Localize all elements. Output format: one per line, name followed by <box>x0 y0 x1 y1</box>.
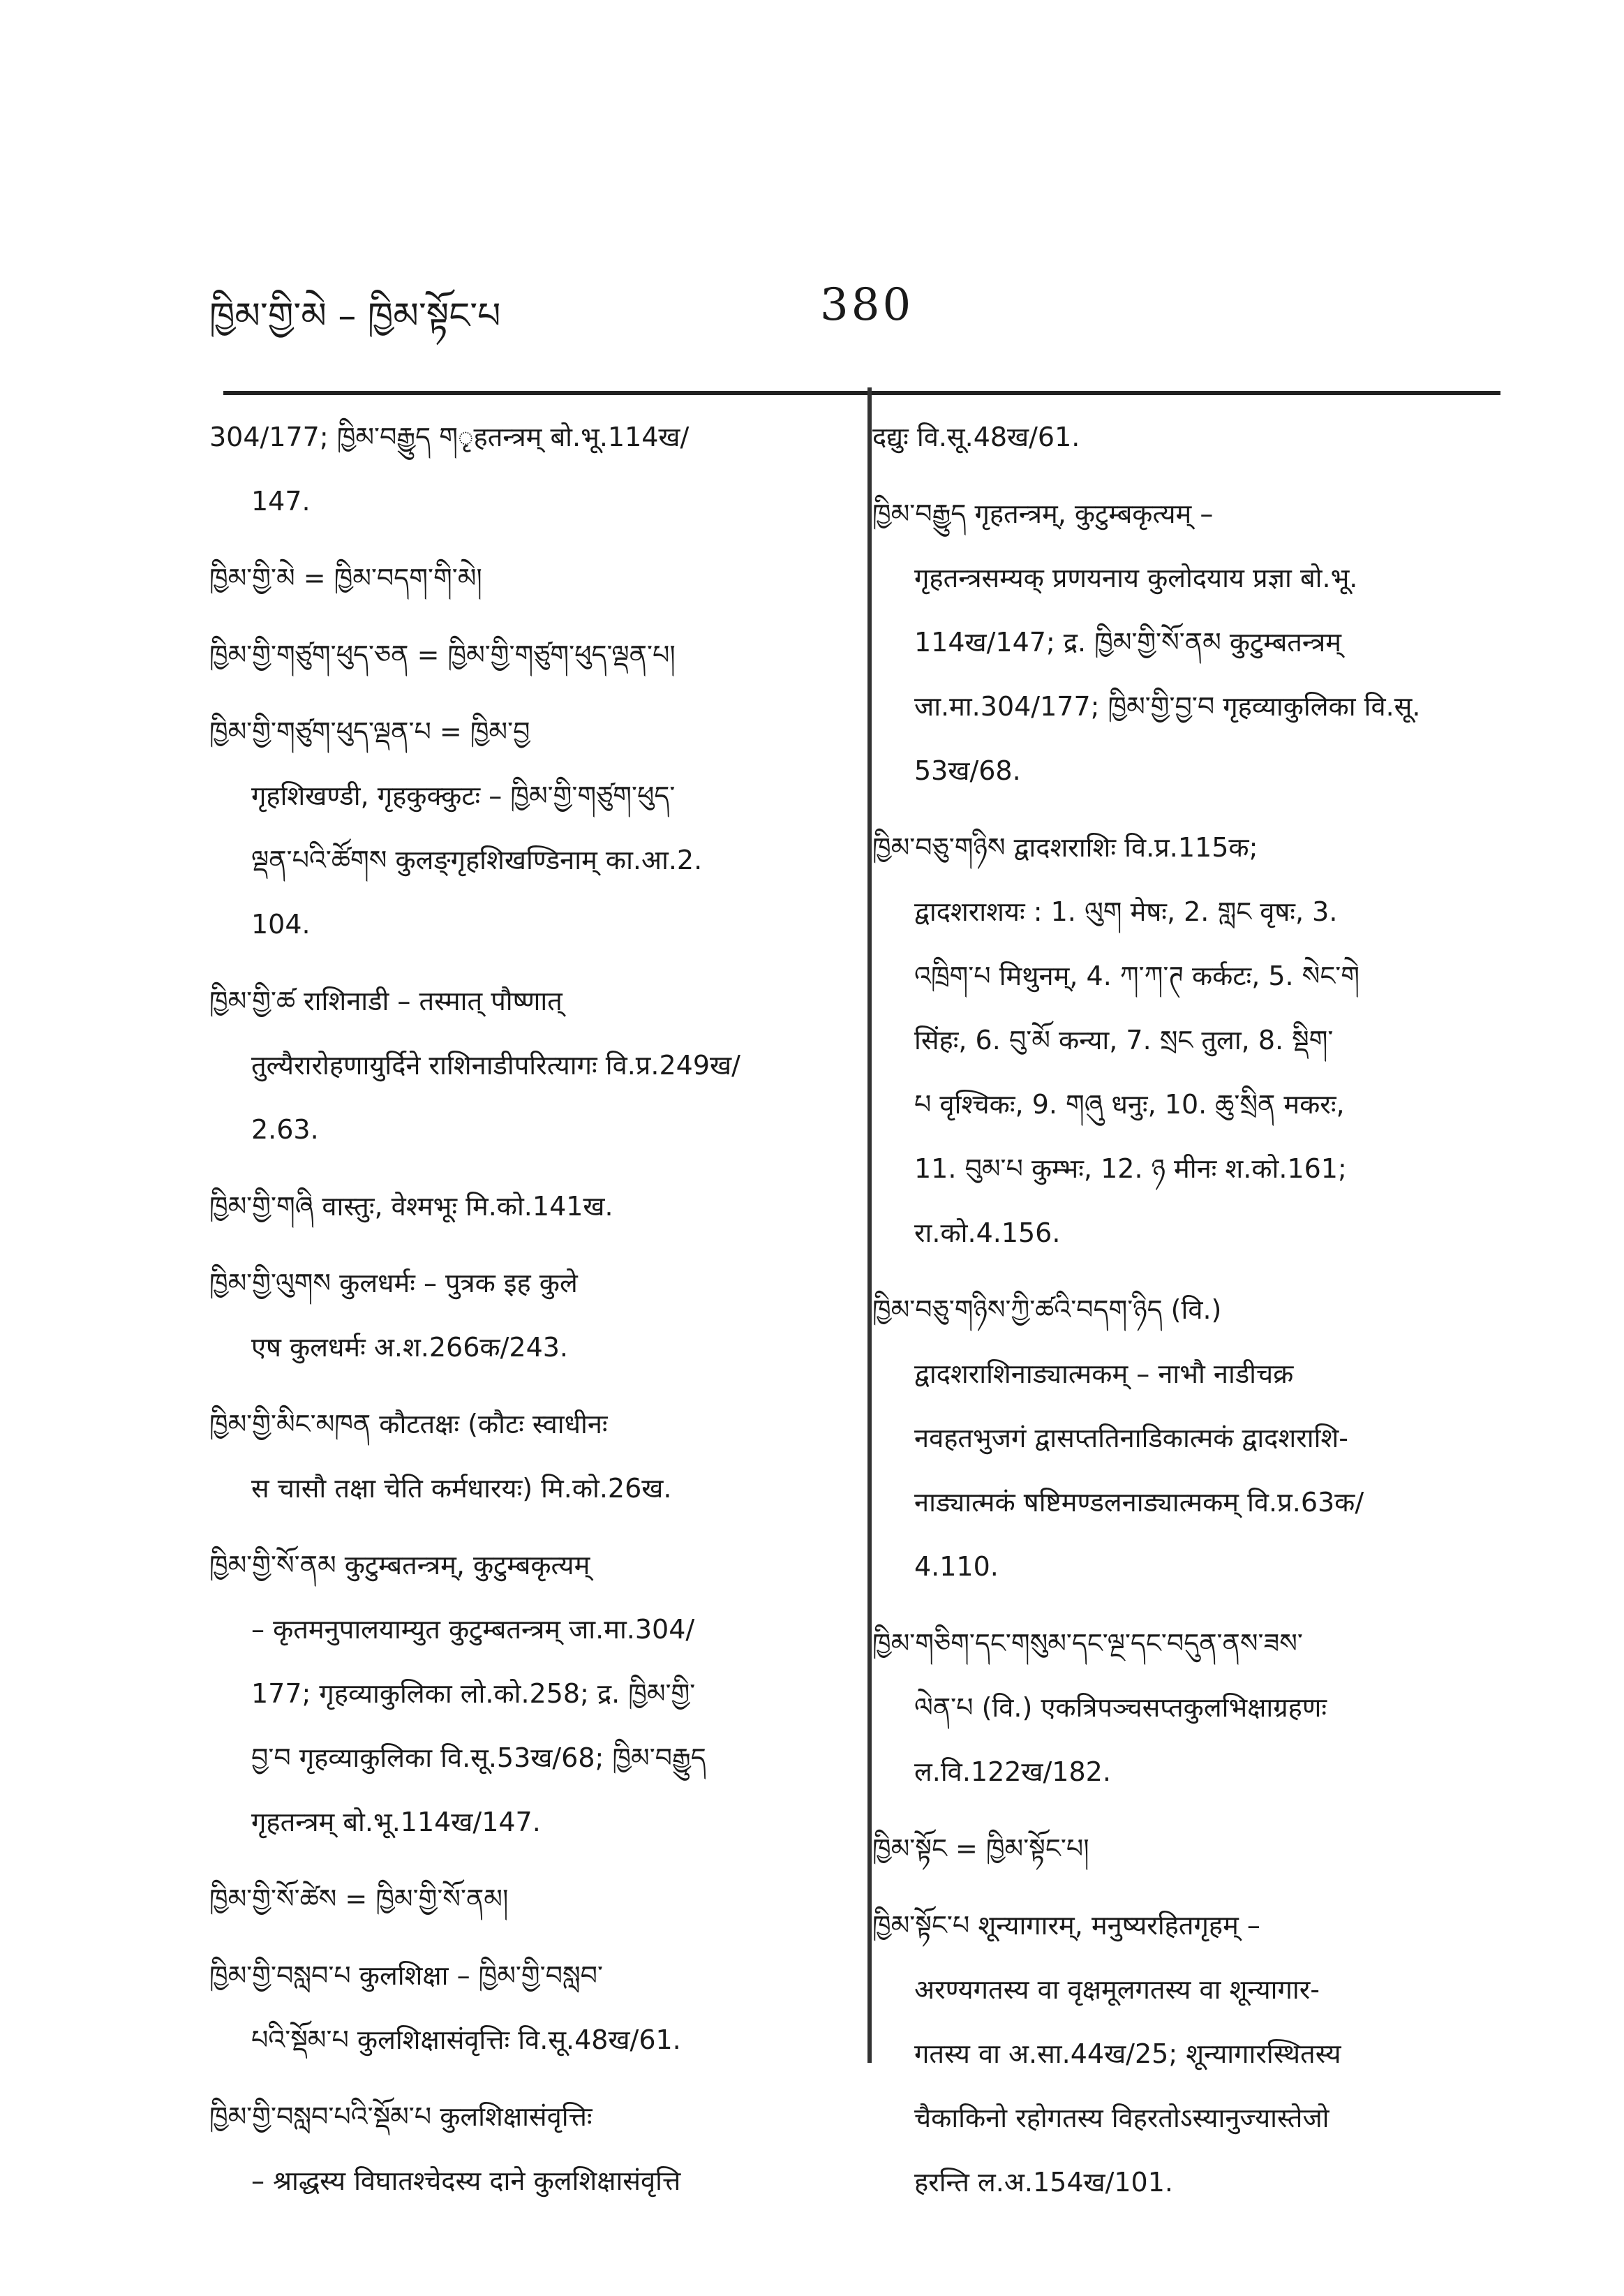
entry-line: द्वादशराशयः : 1. ལུག मेषः, 2. གླང वृषः, 3. <box>914 896 1338 927</box>
dictionary-entry <box>872 1816 1500 1881</box>
header-rule <box>223 391 1500 395</box>
entry-line: चैकाकिनो रहोगतस्य विहरतोऽस्यानुज्यास्तेजो <box>914 2103 1329 2133</box>
dictionary-entry <box>209 405 837 533</box>
dictionary-entry <box>209 969 837 1162</box>
entry-line: गतस्य वा अ.सा.44ख/25; शून्यागारस्थितस्य <box>914 2038 1341 2069</box>
entry-line: 104. <box>251 909 311 940</box>
column-divider <box>867 387 872 2063</box>
entry-line: 177; गृहव्याकुलिका लो.को.258; द्र. ཁྱིམ་གྱི་ <box>251 1678 696 1709</box>
entry-line: པ वृश्चिकः, 9. གཞུ धनुः, 10. ཆུ་སྲིན मकरः, <box>914 1089 1345 1120</box>
dictionary-entry <box>872 482 1500 803</box>
dictionary-entry <box>872 815 1500 1265</box>
entry-line: – कृतमनुपालयाम्युत कुटुम्बतन्त्रम् जा.मा.304/ <box>251 1614 695 1645</box>
dictionary-entry <box>872 1277 1500 1599</box>
entry-line: गृहतन्त्रसम्यक् प्रणयनाय कुलोदयाय प्रज्ञा बो.भू. <box>914 563 1358 593</box>
dictionary-entry <box>209 1392 837 1520</box>
entry-headline: ཁྱིམ་གྱི་བསླབ་པ कुलशिक्षा – ཁྱིམ་གྱི་བསླབ་ <box>209 1960 603 1991</box>
dictionary-entry <box>209 1943 837 2072</box>
entry-line: नवहतभुजगं द्वासप्ततिनाडिकात्मकं द्वादशराशि- <box>914 1423 1348 1453</box>
entry-headline: ཁྱིམ་གཅིག་དང་གསུམ་དང་ལྔ་དང་བདུན་ནས་ཟས་ <box>872 1628 1303 1659</box>
entry-line: པའི་སྡོམ་པ कुलशिक्षासंवृत्तिः वि.सू.48ख/61. <box>251 2024 681 2055</box>
dictionary-entry <box>209 2084 837 2213</box>
entry-line: अरण्यगतस्य वा वृक्षमूलगतस्य वा शून्यागार- <box>914 1974 1320 2005</box>
entry-line: सिंहः, 6. བུ་མོ कन्या, 7. སྲང तुला, 8. སྡིག་ <box>914 1025 1334 1056</box>
entry-line: 53ख/68. <box>914 755 1021 786</box>
entry-line: 2.63. <box>251 1114 319 1145</box>
entry-line: 147. <box>251 486 311 517</box>
dictionary-entry <box>209 699 837 956</box>
entry-line: स चासौ तक्षा चेति कर्मधारयः) मि.को.26ख. <box>251 1473 672 1504</box>
dictionary-entry <box>872 1611 1500 1804</box>
entry-headline: ཁྱིམ་གྱི་མེ = ཁྱིམ་བདག་གི་མེ། <box>209 563 482 593</box>
entry-line: हरन्ति ल.अ.154ख/101. <box>914 2167 1173 2198</box>
entry-line: एष कुलधर्मः अ.श.266क/243. <box>251 1332 569 1363</box>
entry-line: ལེན་པ (वि.) एकत्रिपञ्चसप्तकुलभिक्षाग्रहणः <box>914 1692 1327 1723</box>
dictionary-entry <box>872 1893 1500 2214</box>
entry-line: – श्राद्धस्य विघातश्चेदस्य दाने कुलशिक्षासंवृत्ति <box>251 2165 681 2196</box>
entry-line: 4.110. <box>914 1551 999 1582</box>
dictionary-entry <box>209 1533 837 1854</box>
entry-headline: ཁྱིམ་སྟོང = ཁྱིམ་སྟོང་པ། <box>872 1833 1089 1864</box>
entry-headline: ཁྱིམ་གྱི་ལུགས कुलधर्मः – पुत्रक इह कुले <box>209 1268 578 1298</box>
entry-headline: ཁྱིམ་གྱི་སོ་ཚེས = ཁྱིམ་གྱི་སོ་ནམ། <box>209 1883 509 1914</box>
entry-line: 114ख/147; द्र. ཁྱིམ་གྱི་སོ་ནམ कुटुम्बतन्त्रम् <box>914 627 1341 658</box>
entry-line: गृहतन्त्रम् बो.भू.114ख/147. <box>251 1807 541 1837</box>
entry-line: रा.को.4.156. <box>914 1217 1061 1248</box>
page-number: 380 <box>820 279 914 331</box>
entry-headline: 304/177; ཁྱིམ་བརྒྱུད གृहतन्त्रम् बो.भू.114ख/ <box>209 422 690 452</box>
entry-line: 11. བུམ་པ कुम्भः, 12. ཉ मीनः श.को.161; <box>914 1153 1347 1184</box>
entry-line: गृहशिखण्डी, गृहकुक्कुटः – ཁྱིམ་གྱི་གཙུག་ཕུད་ <box>251 780 676 811</box>
dictionary-entry <box>209 1867 837 1931</box>
running-header: ཁྱིམ་གྱི་མེ – ཁྱིམ་སྟོང་པ <box>209 295 501 337</box>
entry-line: ल.वि.122ख/182. <box>914 1756 1111 1787</box>
entry-headline: ཁྱིམ་བརྒྱུད गृहतन्त्रम्, कुटुम्बकृत्यम् – <box>872 498 1214 529</box>
entry-line: ལྡན་པའི་ཚོགས कुलङ्गृहशिखण्डिनाम् का.आ.2. <box>251 845 703 875</box>
entry-headline: ཁྱིམ་གྱི་སོ་ནམ कुटुम्बतन्त्रम्, कुटुम्बकृत्यम् <box>209 1550 590 1580</box>
entry-line: नाड्यात्मकं षष्टिमण्डलनाड्यात्मकम् वि.प्र.63क/ <box>914 1487 1364 1518</box>
dictionary-entry <box>209 1251 837 1379</box>
entry-line: तुल्यैरारोहणायुर्दिने राशिनाडीपरित्यागः वि.प्र.249ख/ <box>251 1050 740 1081</box>
dictionary-entry <box>872 405 1500 469</box>
dictionary-entry <box>209 546 837 610</box>
dictionary-entry <box>209 1174 837 1238</box>
entry-headline: ཁྱིམ་གྱི་བསླབ་པའི་སྡོམ་པ कुलशिक्षासंवृत्तिः <box>209 2101 593 2132</box>
dictionary-entry <box>209 623 837 687</box>
entry-headline: ཁྱིམ་བཅུ་གཉིས་ཀྱི་ཚའི་བདག་ཉིད (वि.) <box>872 1294 1222 1325</box>
entry-headline: ཁྱིམ་གྱི་མིང་མཁན कौटतक्षः (कौटः स्वाधीनः <box>209 1409 608 1439</box>
entry-line: བྱ་བ गृहव्याकुलिका वि.सू.53ख/68; ཁྱིམ་བརྒྱུད <box>251 1742 706 1773</box>
entry-headline: ཁྱིམ་གྱི་ཚ राशिनाडी – तस्मात् पौष्णात् <box>209 986 563 1016</box>
left-column <box>209 405 837 2225</box>
entry-headline: ཁྱིམ་གྱི་གཞི वास्तुः, वेश्मभूः मि.को.141ख. <box>209 1191 613 1222</box>
entry-headline: ཁྱིམ་གྱི་གཙུག་ཕུད་ལྡན་པ = ཁྱིམ་བྱ <box>209 716 530 747</box>
entry-headline: ཁྱིམ་བཅུ་གཉིས द्वादशराशिः वि.प्र.115क; <box>872 832 1258 863</box>
right-column <box>872 405 1500 2227</box>
entry-headline: दद्युः वि.सू.48ख/61. <box>872 422 1080 452</box>
entry-headline: ཁྱིམ་སྟོང་པ शून्यागारम्, मनुष्यरहितगृहम् – <box>872 1910 1260 1941</box>
entry-line: द्वादशराशिनाड्यात्मकम् – नाभौ नाडीचक्र <box>914 1358 1294 1389</box>
entry-line: जा.मा.304/177; ཁྱིམ་གྱི་བྱ་བ गृहव्याकुलिका वि.सू. <box>914 691 1421 722</box>
entry-headline: ཁྱིམ་གྱི་གཙུག་ཕུད་ཅན = ཁྱིམ་གྱི་གཙུག་ཕུད་ལྡན་པ། <box>209 639 676 670</box>
entry-line: འཁྲིག་པ मिथुनम्, 4. ཀ་ཀ་ཊ कर्कटः, 5. སེང་གེ <box>914 961 1359 991</box>
